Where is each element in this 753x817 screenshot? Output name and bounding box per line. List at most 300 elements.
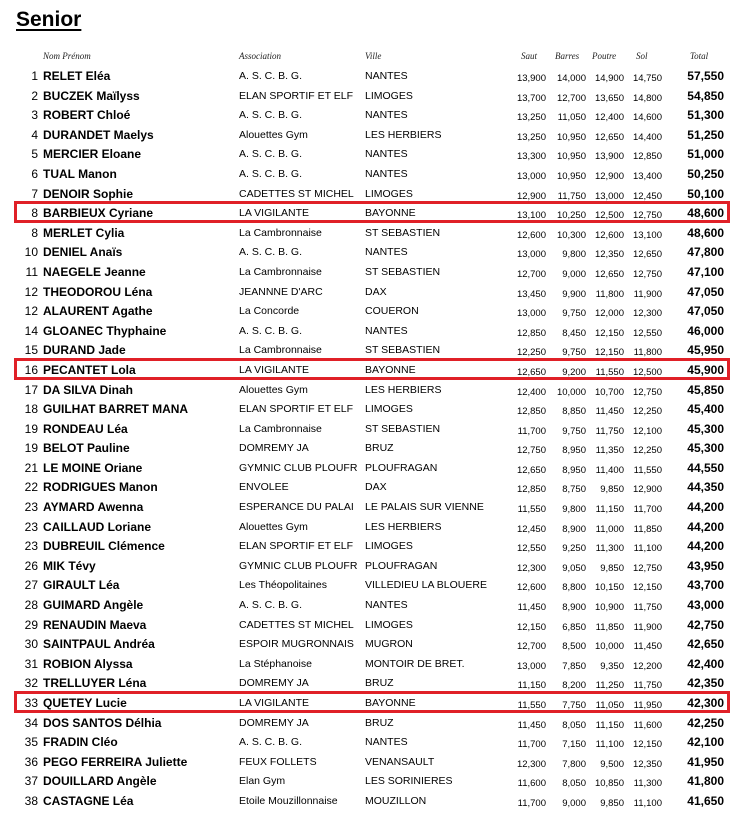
ville-cell: LIMOGES — [365, 187, 413, 200]
athlete-name: RONDEAU Léa — [43, 421, 128, 436]
table-row — [0, 420, 753, 440]
sol-score: 12,100 — [632, 425, 662, 437]
association-cell: La Cambronnaise — [239, 422, 322, 435]
table-row — [0, 459, 753, 479]
rank-cell: 28 — [24, 598, 38, 613]
poutre-score: 13,900 — [594, 151, 624, 163]
sol-score: 12,300 — [632, 308, 662, 320]
sol-score: 12,150 — [632, 739, 662, 751]
poutre-score: 14,900 — [594, 73, 624, 84]
results-table — [0, 67, 753, 812]
association-cell: ENVOLEE — [239, 481, 289, 494]
barres-score: 10,950 — [556, 170, 586, 182]
rank-cell: 18 — [24, 402, 38, 417]
table-row — [0, 439, 753, 459]
table-row — [0, 126, 753, 146]
ville-cell: LES SORINIERES — [365, 775, 453, 788]
sol-score: 12,550 — [632, 327, 662, 339]
total-score: 43,700 — [687, 578, 724, 593]
sol-score: 12,750 — [632, 562, 662, 574]
barres-score: 8,050 — [562, 719, 586, 731]
saut-score: 12,900 — [516, 190, 546, 202]
saut-score: 11,700 — [517, 797, 546, 809]
poutre-score: 10,900 — [594, 602, 624, 614]
athlete-name: DA SILVA Dinah — [43, 382, 133, 397]
saut-score: 13,300 — [516, 151, 546, 163]
athlete-name: GUILHAT BARRET MANA — [43, 402, 189, 417]
ville-cell: NANTES — [365, 167, 408, 180]
ville-cell: NANTES — [365, 736, 408, 749]
total-score: 47,050 — [687, 284, 724, 299]
poutre-score: 11,400 — [595, 464, 624, 476]
athlete-name: MIK Tévy — [43, 558, 96, 573]
barres-score: 8,750 — [562, 484, 586, 496]
ville-cell: BRUZ — [365, 442, 394, 455]
sol-score: 11,100 — [633, 543, 662, 555]
total-score: 51,300 — [687, 108, 724, 123]
rank-cell: 4 — [31, 127, 38, 142]
total-score: 42,750 — [687, 617, 724, 632]
rank-cell: 36 — [24, 754, 38, 769]
athlete-name: ALAURENT Agathe — [43, 304, 153, 319]
barres-score: 14,000 — [556, 73, 586, 84]
association-cell: La Cambronnaise — [239, 265, 322, 278]
sol-score: 12,850 — [632, 151, 662, 163]
table-row — [0, 145, 753, 165]
barres-score: 12,700 — [556, 92, 586, 104]
sol-score: 11,100 — [633, 797, 662, 809]
table-row — [0, 243, 753, 263]
sol-score: 11,600 — [633, 719, 662, 731]
poutre-score: 11,000 — [595, 523, 624, 535]
association-cell: Alouettes Gym — [239, 383, 308, 396]
barres-score: 11,050 — [557, 112, 586, 124]
barres-score: 9,900 — [562, 288, 586, 300]
ville-cell: ST SEBASTIEN — [365, 344, 441, 357]
association-cell: Alouettes Gym — [239, 520, 308, 533]
ville-cell: DAX — [365, 481, 387, 494]
athlete-name: PEGO FERREIRA Juliette — [43, 754, 188, 769]
total-score: 46,000 — [687, 323, 724, 338]
association-cell: A. S. C. B. G. — [239, 167, 303, 180]
rank-cell: 3 — [31, 108, 38, 123]
total-score: 45,300 — [687, 421, 724, 436]
athlete-name: RENAUDIN Maeva — [43, 617, 147, 632]
ville-cell: BAYONNE — [365, 363, 416, 376]
association-cell: JEANNNE D'ARC — [239, 285, 323, 298]
barres-score: 9,000 — [562, 268, 586, 280]
table-row — [0, 714, 753, 734]
poutre-score: 11,150 — [595, 504, 624, 516]
saut-score: 12,600 — [516, 582, 546, 594]
total-score: 48,600 — [687, 225, 724, 240]
table-row — [0, 322, 753, 342]
page-title: Senior — [16, 8, 82, 31]
saut-score: 11,700 — [517, 425, 546, 437]
saut-score: 13,000 — [516, 308, 546, 320]
association-cell: ESPERANCE DU PALAI — [239, 501, 354, 514]
rank-cell: 10 — [24, 245, 38, 260]
ville-cell: NANTES — [365, 246, 408, 259]
table-row — [0, 224, 753, 244]
sol-score: 11,900 — [633, 288, 662, 300]
total-score: 57,550 — [687, 69, 724, 83]
total-score: 45,300 — [687, 441, 724, 456]
association-cell: Elan Gym — [239, 775, 286, 788]
association-cell: La Stéphanoise — [239, 657, 312, 670]
barres-score: 11,750 — [557, 190, 586, 202]
association-cell: A. S. C. B. G. — [239, 324, 303, 337]
ville-cell: ST SEBASTIEN — [365, 226, 441, 239]
association-cell: A. S. C. B. G. — [239, 736, 303, 749]
athlete-name: DOUILLARD Angèle — [43, 774, 157, 789]
association-cell: GYMNIC CLUB PLOUFR — [239, 461, 358, 474]
sol-score: 13,100 — [632, 229, 662, 241]
ville-cell: LE PALAIS SUR VIENNE — [365, 501, 484, 514]
poutre-score: 11,100 — [595, 739, 624, 751]
association-cell: DOMREMY JA — [239, 716, 309, 729]
rank-cell: 15 — [24, 343, 38, 358]
rank-cell: 23 — [24, 539, 38, 554]
rank-cell: 19 — [24, 441, 38, 456]
ville-cell: PLOUFRAGAN — [365, 461, 438, 474]
poutre-score: 9,350 — [600, 660, 624, 672]
association-cell: A. S. C. B. G. — [239, 599, 303, 612]
barres-score: 7,150 — [562, 739, 586, 751]
ville-cell: LES HERBIERS — [365, 383, 442, 396]
rank-cell: 19 — [24, 421, 38, 436]
sol-score: 12,150 — [632, 582, 662, 594]
total-score: 43,950 — [687, 558, 724, 573]
poutre-score: 12,400 — [594, 112, 624, 124]
association-cell: La Cambronnaise — [239, 344, 322, 357]
poutre-score: 11,550 — [595, 366, 624, 378]
table-row — [0, 792, 753, 812]
rank-cell: 34 — [24, 715, 38, 730]
athlete-name: CASTAGNE Léa — [43, 793, 134, 808]
athlete-name: GIRAULT Léa — [43, 578, 120, 593]
table-row — [0, 341, 753, 361]
saut-score: 12,550 — [516, 543, 546, 555]
barres-score: 9,250 — [562, 543, 586, 555]
ville-cell: MOUZILLON — [365, 794, 427, 807]
total-score: 44,200 — [687, 539, 724, 554]
total-score: 47,050 — [687, 304, 724, 319]
athlete-name: THEODOROU Léna — [43, 284, 153, 299]
barres-score: 6,850 — [562, 621, 586, 633]
barres-score: 7,850 — [562, 660, 586, 672]
ville-cell: DAX — [365, 285, 387, 298]
athlete-name: CAILLAUD Loriane — [43, 519, 151, 534]
poutre-score: 12,650 — [594, 131, 624, 143]
association-cell: DOMREMY JA — [239, 442, 309, 455]
saut-score: 11,550 — [517, 700, 546, 711]
rank-cell: 31 — [24, 656, 38, 671]
athlete-name: DOS SANTOS Délhia — [43, 715, 162, 730]
total-score: 54,850 — [687, 88, 724, 103]
poutre-score: 12,900 — [594, 170, 624, 182]
poutre-score: 11,250 — [595, 680, 624, 692]
athlete-name: BARBIEUX Cyriane — [43, 206, 154, 221]
association-cell: CADETTES ST MICHEL — [239, 618, 354, 631]
poutre-score: 11,850 — [595, 621, 624, 633]
athlete-name: AYMARD Awenna — [43, 500, 144, 515]
barres-score: 9,750 — [562, 347, 586, 359]
table-row — [0, 674, 753, 694]
sol-score: 12,350 — [632, 758, 662, 770]
rank-cell: 23 — [24, 500, 38, 515]
saut-score: 12,450 — [516, 523, 546, 535]
athlete-name: GUIMARD Angèle — [43, 598, 144, 613]
barres-score: 9,750 — [562, 425, 586, 437]
ville-cell: BAYONNE — [365, 207, 416, 220]
sol-score: 11,450 — [633, 641, 662, 653]
ville-cell: LIMOGES — [365, 89, 413, 102]
table-row — [0, 478, 753, 498]
athlete-name: GLOANEC Thyphaine — [43, 323, 167, 338]
barres-score: 9,000 — [562, 797, 586, 809]
saut-score: 12,150 — [516, 621, 546, 633]
athlete-name: QUETEY Lucie — [43, 696, 127, 710]
saut-score: 12,300 — [516, 562, 546, 574]
barres-score: 10,000 — [556, 386, 586, 398]
poutre-score: 11,800 — [595, 288, 624, 300]
athlete-name: MERCIER Eloane — [43, 147, 142, 162]
total-score: 48,600 — [687, 206, 724, 221]
total-score: 50,250 — [687, 166, 724, 181]
saut-score: 12,850 — [516, 484, 546, 496]
table-row — [0, 87, 753, 107]
barres-score: 7,750 — [562, 700, 586, 711]
poutre-score: 11,150 — [595, 719, 624, 731]
rank-cell: 2 — [31, 88, 38, 103]
sol-score: 12,250 — [632, 406, 662, 418]
table-row — [0, 518, 753, 538]
athlete-name: SAINTPAUL Andréa — [43, 637, 155, 652]
table-row — [0, 67, 753, 87]
rank-cell: 33 — [24, 696, 38, 710]
association-cell: Etoile Mouzillonnaise — [239, 794, 338, 807]
sol-score: 12,750 — [632, 210, 662, 222]
barres-score: 9,200 — [562, 366, 586, 378]
ville-cell: LIMOGES — [365, 540, 413, 553]
barres-score: 8,900 — [562, 602, 586, 614]
table-row-highlighted — [0, 694, 753, 714]
barres-score: 8,850 — [562, 406, 586, 418]
saut-score: 13,450 — [516, 288, 546, 300]
saut-score: 12,700 — [516, 641, 546, 653]
association-cell: Alouettes Gym — [239, 128, 308, 141]
total-score: 51,000 — [687, 147, 724, 162]
poutre-score: 12,150 — [594, 347, 624, 359]
poutre-score: 11,450 — [595, 406, 624, 418]
poutre-score: 12,650 — [594, 268, 624, 280]
athlete-name: DURAND Jade — [43, 343, 126, 358]
ville-cell: VILLEDIEU LA BLOUERE — [365, 579, 487, 592]
header-total: Total — [690, 51, 709, 61]
barres-score: 9,800 — [562, 249, 586, 261]
header-saut: Saut — [521, 51, 538, 61]
table-row — [0, 302, 753, 322]
saut-score: 11,700 — [517, 739, 546, 751]
ville-cell: LIMOGES — [365, 618, 413, 631]
rank-cell: 8 — [31, 206, 38, 221]
sol-score: 11,900 — [633, 621, 662, 633]
poutre-score: 10,850 — [594, 778, 624, 790]
saut-score: 13,000 — [516, 170, 546, 182]
poutre-score: 12,000 — [594, 308, 624, 320]
athlete-name: ROBERT Chloé — [43, 108, 131, 123]
ville-cell: NANTES — [365, 599, 408, 612]
association-cell: LA VIGILANTE — [239, 697, 310, 709]
table-row — [0, 616, 753, 636]
total-score: 45,400 — [687, 402, 724, 417]
table-row — [0, 753, 753, 773]
athlete-name: PECANTET Lola — [43, 362, 136, 377]
ville-cell: COUERON — [365, 305, 419, 318]
rank-cell: 12 — [24, 284, 38, 299]
sol-score: 14,600 — [632, 112, 662, 124]
barres-score: 7,800 — [562, 758, 586, 770]
rank-cell: 26 — [24, 558, 38, 573]
rank-cell: 38 — [24, 793, 38, 808]
total-score: 41,800 — [687, 774, 724, 789]
rank-cell: 29 — [24, 617, 38, 632]
total-score: 50,100 — [687, 186, 724, 201]
sol-score: 12,450 — [632, 190, 662, 202]
poutre-score: 11,750 — [595, 425, 624, 437]
table-row — [0, 733, 753, 753]
barres-score: 10,300 — [556, 229, 586, 241]
header-sol: Sol — [636, 51, 648, 61]
ville-cell: ST SEBASTIEN — [365, 422, 441, 435]
athlete-name: TRELLUYER Léna — [43, 676, 147, 691]
header-association: Association — [239, 51, 281, 61]
ville-cell: BRUZ — [365, 716, 394, 729]
saut-score: 12,250 — [516, 347, 546, 359]
athlete-name: DURANDET Maelys — [43, 127, 154, 142]
association-cell: La Concorde — [239, 305, 300, 318]
sol-score: 12,650 — [632, 249, 662, 261]
total-score: 44,200 — [687, 519, 724, 534]
athlete-name: NAEGELE Jeanne — [43, 264, 146, 279]
header-ville: Ville — [365, 51, 382, 61]
table-row — [0, 557, 753, 577]
poutre-score: 12,600 — [594, 229, 624, 241]
barres-score: 8,200 — [562, 680, 586, 692]
rank-cell: 22 — [24, 480, 38, 495]
rank-cell: 5 — [31, 147, 38, 162]
association-cell: ESPOIR MUGRONNAIS — [239, 638, 354, 651]
athlete-name: ROBION Alyssa — [43, 656, 133, 671]
header-name: Nom Prénom — [43, 51, 91, 61]
rank-cell: 7 — [31, 186, 38, 201]
saut-score: 12,650 — [516, 366, 546, 378]
association-cell: GYMNIC CLUB PLOUFR — [239, 559, 358, 572]
sol-score: 11,700 — [633, 504, 662, 516]
rank-cell: 32 — [24, 676, 38, 691]
barres-score: 8,050 — [562, 778, 586, 790]
table-row — [0, 185, 753, 205]
athlete-name: TUAL Manon — [43, 166, 117, 181]
table-row — [0, 400, 753, 420]
table-row — [0, 165, 753, 185]
poutre-score: 13,650 — [594, 92, 624, 104]
total-score: 44,550 — [687, 460, 724, 475]
ville-cell: MONTOIR DE BRET. — [365, 657, 465, 670]
saut-score: 11,550 — [517, 504, 546, 516]
total-score: 42,350 — [687, 676, 724, 691]
ville-cell: VENANSAULT — [365, 755, 435, 768]
athlete-name: FRADIN Cléo — [43, 735, 118, 750]
barres-score: 10,950 — [556, 131, 586, 143]
total-score: 51,250 — [687, 127, 724, 142]
association-cell: A. S. C. B. G. — [239, 109, 303, 122]
sol-score: 12,200 — [632, 660, 662, 672]
total-score: 41,650 — [687, 793, 724, 808]
athlete-name: MERLET Cylia — [43, 225, 125, 240]
ville-cell: LES HERBIERS — [365, 128, 442, 141]
saut-score: 12,700 — [516, 268, 546, 280]
barres-score: 8,950 — [562, 464, 586, 476]
sol-score: 12,900 — [632, 484, 662, 496]
rank-cell: 21 — [24, 460, 38, 475]
table-row — [0, 655, 753, 675]
ville-cell: PLOUFRAGAN — [365, 559, 438, 572]
barres-score: 8,800 — [562, 582, 586, 594]
saut-score: 12,850 — [516, 406, 546, 418]
table-row — [0, 576, 753, 596]
saut-score: 12,750 — [516, 445, 546, 457]
ville-cell: NANTES — [365, 324, 408, 337]
sol-score: 12,750 — [632, 268, 662, 280]
association-cell: CADETTES ST MICHEL — [239, 187, 354, 200]
athlete-name: DENIEL Anaïs — [43, 245, 123, 260]
sol-score: 11,850 — [633, 523, 662, 535]
saut-score: 13,000 — [516, 660, 546, 672]
saut-score: 12,400 — [516, 386, 546, 398]
saut-score: 11,450 — [517, 602, 546, 614]
total-score: 44,200 — [687, 500, 724, 515]
athlete-name: RODRIGUES Manon — [43, 480, 158, 495]
sol-score: 12,750 — [632, 386, 662, 398]
table-row-highlighted — [0, 361, 753, 381]
association-cell: Les Théopolitaines — [239, 579, 327, 592]
association-cell: ELAN SPORTIF ET ELF — [239, 89, 353, 102]
association-cell: LA VIGILANTE — [239, 207, 310, 220]
barres-score: 8,500 — [562, 641, 586, 653]
sol-score: 11,800 — [633, 347, 662, 359]
table-row — [0, 772, 753, 792]
athlete-name: DUBREUIL Clémence — [43, 539, 165, 554]
poutre-score: 12,500 — [594, 210, 624, 222]
poutre-score: 12,350 — [594, 249, 624, 261]
barres-score: 8,450 — [562, 327, 586, 339]
total-score: 42,100 — [687, 735, 724, 750]
ville-cell: BRUZ — [365, 677, 394, 690]
saut-score: 11,450 — [517, 719, 546, 731]
rank-cell: 16 — [24, 362, 38, 377]
total-score: 45,850 — [687, 382, 724, 397]
barres-score: 8,900 — [562, 523, 586, 535]
header-poutre: Poutre — [592, 51, 617, 61]
total-score: 45,900 — [687, 362, 724, 377]
table-row — [0, 596, 753, 616]
poutre-score: 10,700 — [594, 386, 624, 398]
sol-score: 13,400 — [632, 170, 662, 182]
table-row-highlighted — [0, 204, 753, 224]
saut-score: 12,850 — [516, 327, 546, 339]
